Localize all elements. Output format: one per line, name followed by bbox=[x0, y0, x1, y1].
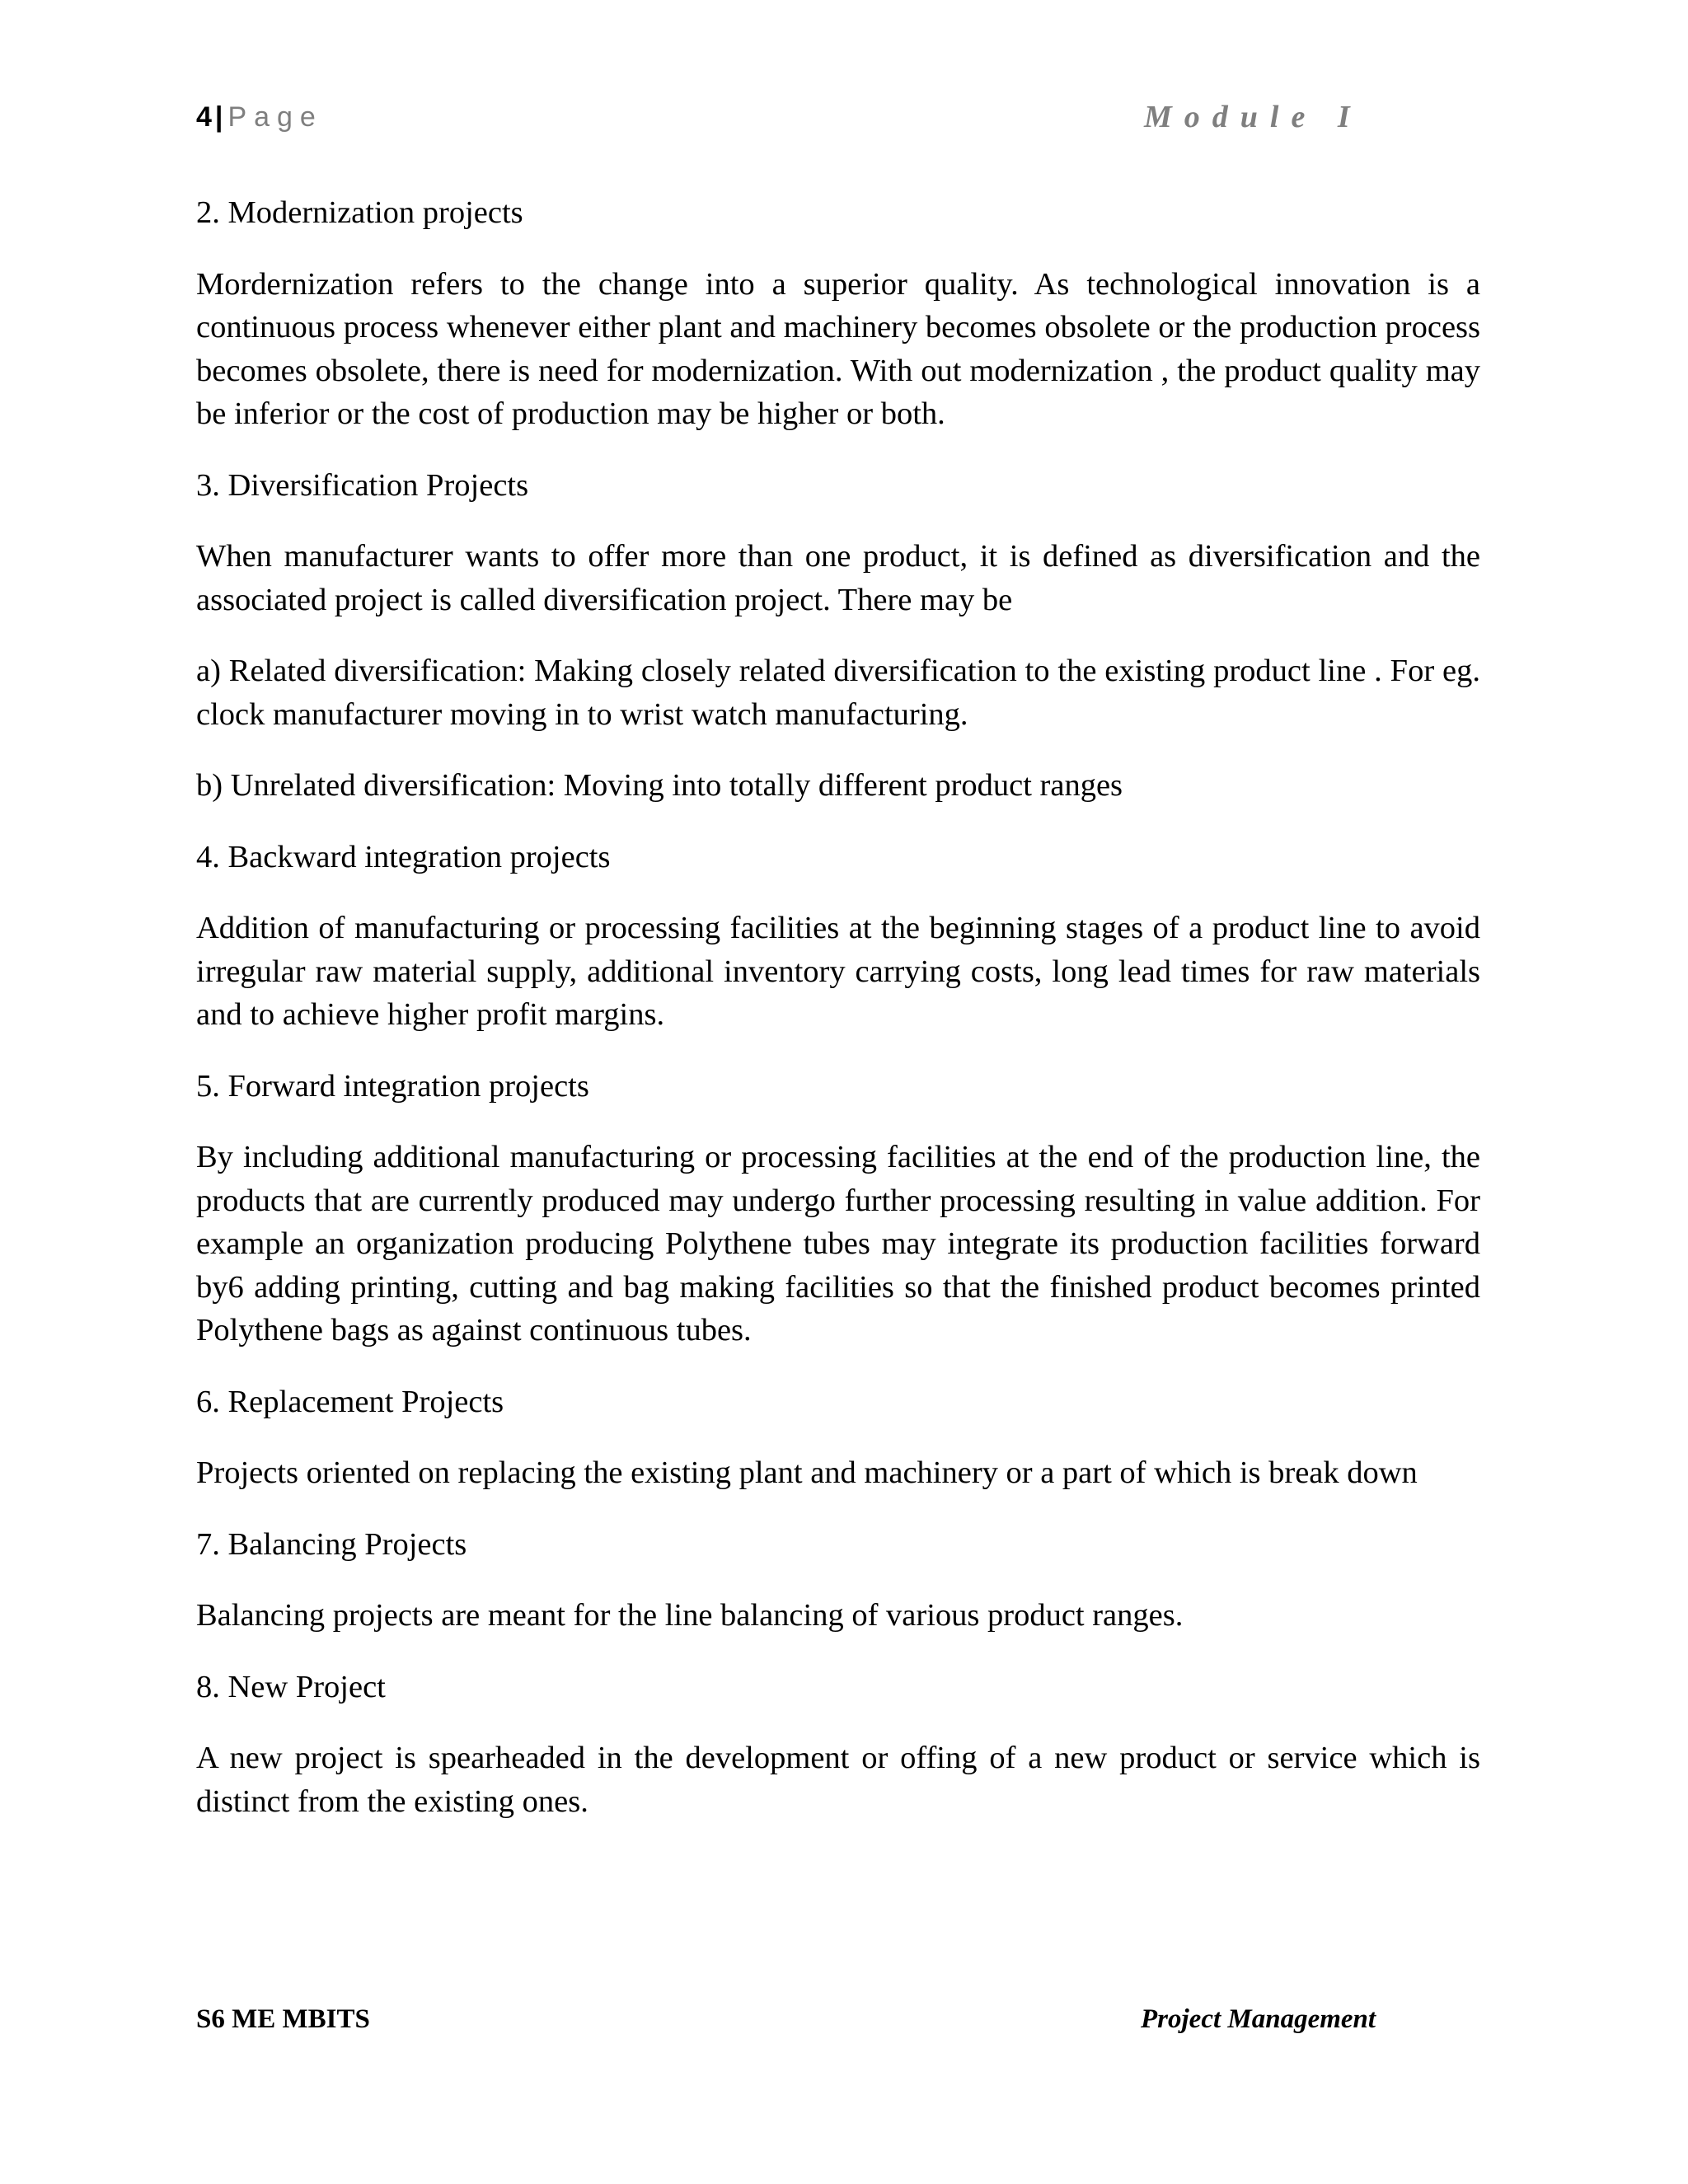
section-heading-replacement: 6. Replacement Projects bbox=[196, 1384, 504, 1419]
paragraph-new-project: A new project is spearheaded in the development or offing of a new product or service which is distinct from the existing ones. bbox=[196, 1741, 1480, 1819]
page-number: 4 bbox=[196, 101, 212, 133]
section-heading-backward-integration: 4. Backward integration projects bbox=[196, 839, 611, 874]
section-heading-new-project: 8. New Project bbox=[196, 1669, 386, 1704]
paragraph-backward-integration: Addition of manufacturing or processing facilities at the beginning stages of a product line to avoid irregular raw material supply, additional inventory carrying costs, long lead times for raw materials and to achieve higher profit margins. bbox=[196, 911, 1480, 1032]
page-header-left bbox=[196, 99, 323, 135]
document-body bbox=[196, 191, 1480, 1851]
paragraph-unrelated-diversification: b) Unrelated diversification: Moving into totally different product ranges bbox=[196, 768, 1123, 803]
paragraph-diversification: When manufacturer wants to offer more than one product, it is defined as diversification and the associated project is called diversification project. There may be bbox=[196, 539, 1480, 617]
module-title: Module I bbox=[1144, 100, 1362, 134]
page-label: Page bbox=[227, 101, 323, 133]
paragraph-balancing: Balancing projects are meant for the line balancing of various product ranges. bbox=[196, 1598, 1184, 1633]
paragraph-replacement: Projects oriented on replacing the existing plant and machinery or a part of which is break down bbox=[196, 1455, 1418, 1490]
paragraph-forward-integration: By including additional manufacturing or processing facilities at the end of the production line, the products that are currently produced may undergo further processing resulting in value addition. For example an organization producing Polythene tubes may integrate its production facilities forward by6 adding printing, cutting and bag making facilities so that the finished product becomes printed Polythene bags as against continuous tubes. bbox=[196, 1140, 1480, 1347]
footer-course: S6 ME MBITS bbox=[196, 2004, 370, 2034]
footer-subject: Project Management bbox=[1141, 2004, 1376, 2034]
page-separator: | bbox=[214, 101, 223, 133]
paragraph-modernization: Mordernization refers to the change into a superior quality. As technological innovation is a continuous process whenever either plant and machinery becomes obsolete or the production process becomes obsolete, there is need for modernization. With out modernization , the product quality may be inferior or the cost of production may be higher or both. bbox=[196, 266, 1480, 431]
section-heading-modernization: 2. Modernization projects bbox=[196, 195, 523, 230]
section-heading-balancing: 7. Balancing Projects bbox=[196, 1526, 467, 1562]
section-heading-forward-integration: 5. Forward integration projects bbox=[196, 1068, 589, 1104]
section-heading-diversification: 3. Diversification Projects bbox=[196, 467, 529, 503]
paragraph-related-diversification: a) Related diversification: Making closely related diversification to the existing product line . For eg. clock manufacturer moving in to wrist watch manufacturing. bbox=[196, 654, 1480, 732]
